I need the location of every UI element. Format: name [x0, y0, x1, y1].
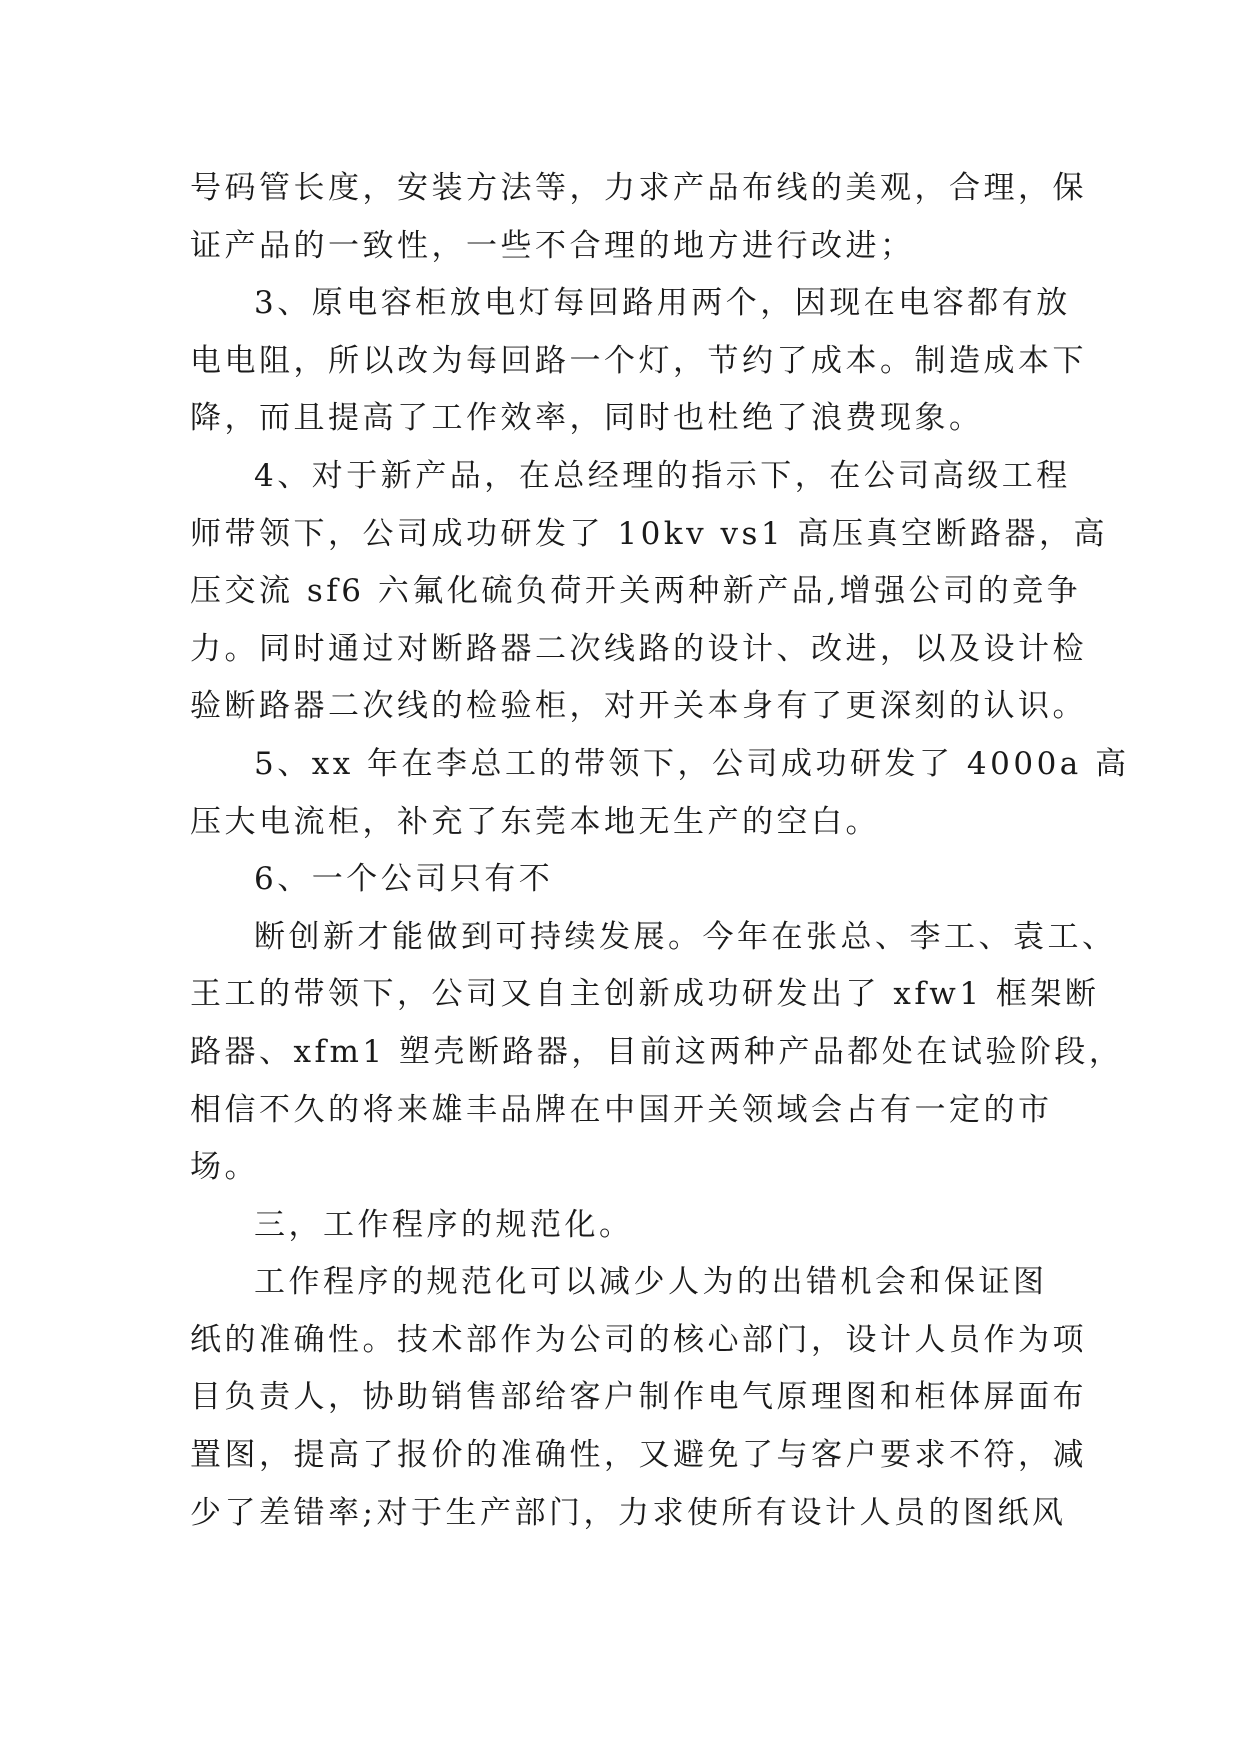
text-line: 断创新才能做到可持续发展。今年在张总、李工、袁工、 — [254, 918, 1117, 955]
text-line: 纸的准确性。技术部作为公司的核心部门，设计人员作为项 — [190, 1321, 1087, 1358]
text-line: 王工的带领下，公司又自主创新成功研发出了 xfw1 框架断 — [190, 976, 1100, 1013]
body-text — [190, 160, 1130, 1542]
text-line: 相信不久的将来雄丰品牌在中国开关领域会占有一定的市 — [190, 1091, 1053, 1128]
section-heading: 三，工作程序的规范化。 — [254, 1206, 634, 1243]
text-line: 验断路器二次线的检验柜，对开关本身有了更深刻的认识。 — [190, 688, 1087, 725]
text-line: 场。 — [190, 1149, 259, 1186]
text-line: 降，而且提高了工作效率，同时也杜绝了浪费现象。 — [190, 400, 984, 437]
text-line: 置图，提高了报价的准确性，又避免了与客户要求不符，减 — [190, 1437, 1087, 1474]
text-line: 号码管长度，安装方法等，力求产品布线的美观，合理，保 — [190, 170, 1087, 206]
text-line: 力。同时通过对断路器二次线路的设计、改进，以及设计检 — [190, 630, 1087, 667]
text-line: 路器、xfm1 塑壳断路器，目前这两种产品都处在试验阶段， — [190, 1033, 1124, 1070]
text-line: 3、原电容柜放电灯每回路用两个，因现在电容都有放 — [254, 285, 1071, 322]
text-line: 师带领下，公司成功研发了 10kv vs1 高压真空断路器，高 — [190, 515, 1108, 552]
text-line: 压交流 sf6 六氟化硫负荷开关两种新产品,增强公司的竞争 — [190, 573, 1082, 610]
text-line: 工作程序的规范化可以减少人为的出错机会和保证图 — [254, 1264, 1048, 1301]
text-line: 6、一个公司只有不 — [254, 861, 554, 898]
text-line: 目负责人，协助销售部给客户制作电气原理图和柜体屏面布 — [190, 1379, 1087, 1416]
text-line: 压大电流柜，补充了东莞本地无生产的空白。 — [190, 803, 880, 840]
text-line: 5、xx 年在李总工的带领下，公司成功研发了 4000a 高 — [254, 745, 1130, 782]
text-line: 证产品的一致性，一些不合理的地方进行改进； — [190, 227, 915, 264]
text-line: 电电阻，所以改为每回路一个灯，节约了成本。制造成本下 — [190, 342, 1087, 379]
text-line: 少了差错率;对于生产部门，力求使所有设计人员的图纸风 — [190, 1494, 1067, 1531]
text-line: 4、对于新产品，在总经理的指示下，在公司高级工程 — [254, 457, 1071, 494]
